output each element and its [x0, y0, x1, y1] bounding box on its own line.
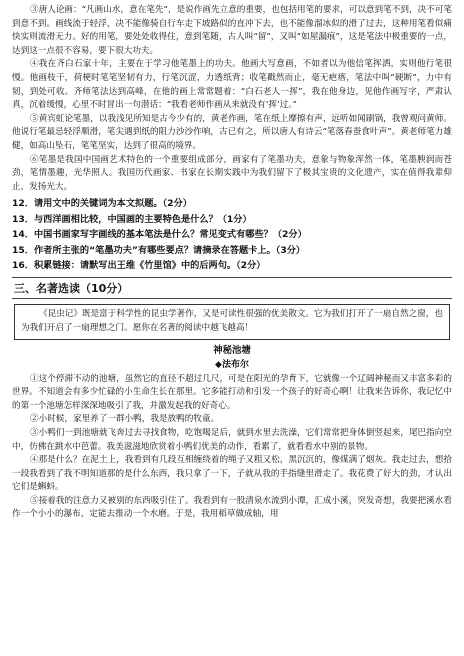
passage-paragraph: ⑥笔墨是我国中国画艺术特色的一个重要组成部分，画家有了笔墨功夫，意象与物象浑然一体，笔墨腴润而苍劲，笔情墨趣，光华照人。我国历代画家、书家在长期实践中为我们留下了极其宝贵的文化遗产，实在值得我辈仰止，发扬光大。: [12, 154, 452, 192]
reading-paragraph: ④那是什么？在泥土上，我看到有几段互相缠绕着的绳子又粗又松，黑沉沉的，像煤满了烟灰。我走过去，想拾一段我看到了我不明知道那的是什么东西，我只拿了一下，子就从我的手指缝里滑走了。我花费了好大的劲，才认出它们是蝌蚪。: [12, 455, 452, 493]
question-13: 13．与西洋画相比较，中国画的主要特色是什么？（1分）: [12, 213, 252, 225]
reading-paragraph: ③小鸭们一到池塘就飞奔过去寻找食物，吃饱喝足后，就到水里去洗澡，它们常常把身体倒竖起来，尾巴指向空中，仿佛在跳水中芭蕾。我美滋滋地欣赏着小鸭们优美的动作，看累了，就看看水中别的景物。: [12, 427, 452, 452]
section-header: [12, 277, 452, 299]
intro-box: 《昆虫记》既是富于科学性的昆虫学著作，又是可读性很强的优美散文。它为我们打开了一扇自然之窗，也为我们开启了一扇理想之门。愿你在名著的阅读中越飞越高！: [14, 304, 450, 339]
question-12: 12．请用文中的关键词为本文拟题。（2分）: [12, 198, 192, 210]
reading-paragraph: ②小时候，家里养了一群小鸭，我是放鸭的牧童。: [30, 414, 220, 425]
reading-title: 神秘池塘: [213, 344, 251, 356]
reading-author: ◆法布尔: [215, 359, 249, 370]
question-14: 14．中国书画家写字画线的基本笔法是什么？常见变式有哪些？（2分）: [12, 229, 307, 241]
passage-paragraph: ④我在齐白石家十年，主要在于学习他笔墨上的功夫。他画大写意画，不如者以为他信笔挥洒，实则他行笔很慢。他画枝干，荷梗时笔笔坚韧有力，行笔沉涩，力透纸背；收笔戳然而止，毫无疤瘩，笔法中叫“硬断”，力中有韧，到处可收。齐师笔法达到高峰，在他的画上常常题着：“白石老人一挥”，我在他身边，见他作画写字，严肃认真，沉着缓慢，心里不时冒出一句潜话：“我看老师作画从来就没有‘挥’过。”: [12, 59, 452, 111]
passage-paragraph: ⑤黄宾虹论笔墨，以我浅见所知是古今少有的，黄老作画，笔在纸上摩擦有声，远听如闻刷锅，我曾观问黄师。他说行笔最忌轻浮顺滑，笔尖遇到纸的阻力沙沙作响，古已有之，所以唐人有诗云“笔落春蚕食叶声”。黄老师笔力雄健，如高山坠石，笔笔坚实，达到了很高的境界。: [12, 113, 452, 151]
section-title: 三、名著选读（10分）: [14, 281, 129, 295]
reading-paragraph: ①这个停滞不动的池塘，虽然它的直径不超过几尺，可是在阳光的孕育下，它就像一个辽阔神秘而又丰富多彩的世界。不知道会有多少忙碌的小生命生长在那里。它多能打动和引发一个孩子的好奇心啊！让我来告诉你，我记忆中的第一个池塘怎样深深地吸引了我，并激发起我的好奇心。: [12, 373, 452, 411]
question-list: [12, 196, 452, 273]
passage: [12, 4, 452, 194]
passage-paragraph: ③唐人论画：“凡画山水，意在笔先”，是说作画先立意的重要，也包括用笔的要求，可以意到笔不到，决不可笔到意不到。画线流于轻浮，决不能像骑自行车走下坡路似的直冲下去，也不能像溜冰似的滑了过去，这种用笔看似痛快实则流滑无力。好的用笔，要处处收得住，意到笔随，古人叫“留”，又叫“如屋漏痕”，这是笔法中极重要的一点，达到这一点很不容易，要下很大功夫。: [12, 5, 452, 56]
reading-body: [12, 373, 452, 523]
reading-paragraph: ⑤接着我的注意力又被别的东西吸引住了。我看到有一股清泉水流到小潭，汇成小溪，突发奇想，我要把溪水看作一个小小的瀑布，定能去推动一个水磨。于是，我用稻草做成轴，用: [12, 495, 452, 520]
question-16: 16．积累链接：请默写出王维《竹里馆》中的后两句。（2分）: [12, 259, 266, 271]
question-15: 15．作者所主张的“笔墨功夫”有哪些要点？请摘录在答题卡上。（3分）: [12, 244, 306, 256]
